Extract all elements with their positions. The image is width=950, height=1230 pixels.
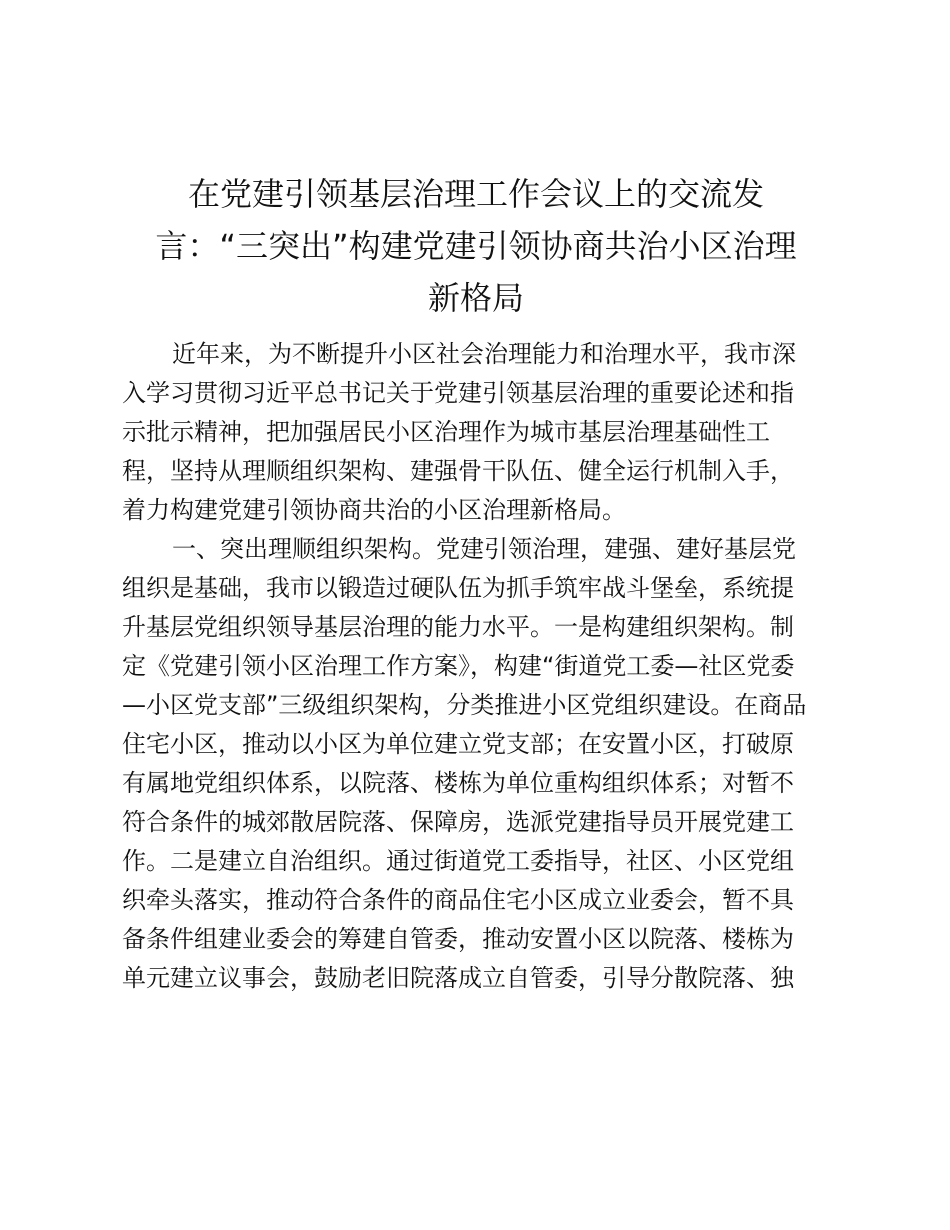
text-line: 着力构建党建引领协商共治的小区治理新格局。 — [122, 496, 626, 524]
text-line: 备条件组建业委会的筹建自管委，推动安置小区以院落、楼栋为 — [122, 925, 794, 953]
text-line: 升基层党组织领导基层治理的能力水平。一是构建组织架构。制 — [122, 613, 794, 641]
paragraph-intro — [122, 335, 834, 530]
text-line: 作。二是建立自治组织。通过街道党工委指导，社区、小区党组 — [122, 847, 794, 875]
document-title — [120, 168, 832, 324]
paragraph-section-one — [122, 530, 834, 998]
text-line: 定《党建引领小区治理工作方案》，构建“街道党工委—社区党委 — [122, 652, 795, 680]
title-line: 在党建引领基层治理工作会议上的交流发 — [187, 175, 764, 213]
document-body — [122, 335, 834, 998]
text-line: 单元建立议事会，鼓励老旧院落成立自管委，引导分散院落、独 — [122, 964, 794, 992]
text-line: 组织是基础，我市以锻造过硬队伍为抓手筑牢战斗堡垒，系统提 — [122, 574, 794, 602]
text-line: 有属地党组织体系，以院落、楼栋为单位重构组织体系；对暂不 — [122, 769, 794, 797]
text-line: 符合条件的城郊散居院落、保障房，选派党建指导员开展党建工 — [122, 808, 794, 836]
text-line: —小区党支部”三级组织架构，分类推进小区党组织建设。在商品 — [122, 691, 807, 719]
text-line: 近年来，为不断提升小区社会治理能力和治理水平，我市深 — [172, 340, 796, 368]
text-line: 程，坚持从理顺组织架构、建强骨干队伍、健全运行机制入手， — [122, 457, 794, 485]
text-line: 住宅小区，推动以小区为单位建立党支部；在安置小区，打破原 — [122, 730, 794, 758]
title-line: 言：“三突出”构建党建引领协商共治小区治理 — [155, 227, 797, 265]
text-line: 入学习贯彻习近平总书记关于党建引领基层治理的重要论述和指 — [122, 379, 794, 407]
title-line: 新格局 — [427, 279, 524, 317]
text-line: 织牵头落实，推动符合条件的商品住宅小区成立业委会，暂不具 — [122, 886, 794, 914]
text-line: 一、突出理顺组织架构。党建引领治理，建强、建好基层党 — [172, 535, 796, 563]
text-line: 示批示精神，把加强居民小区治理作为城市基层治理基础性工 — [122, 418, 770, 446]
